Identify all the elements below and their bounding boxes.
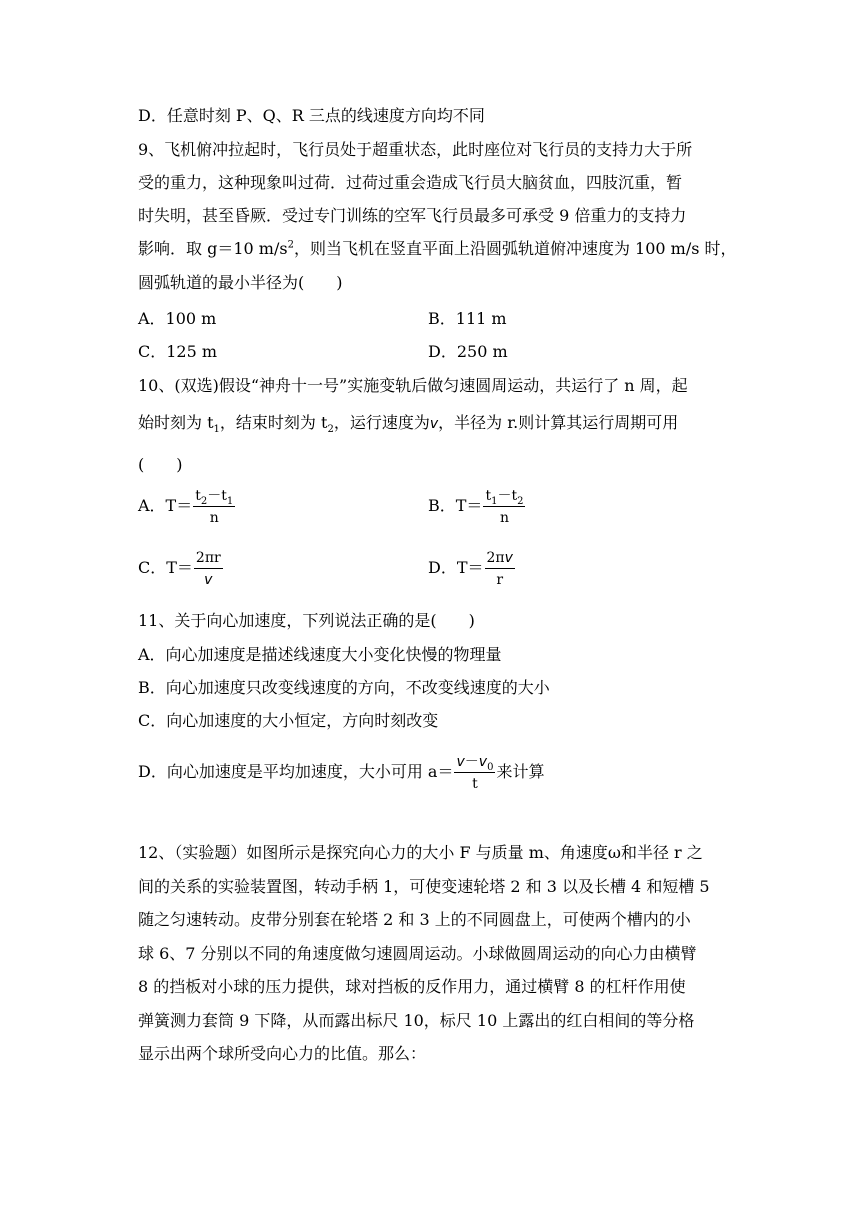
q12-text-line: 12、（实验题）如图所示是探究向心力的大小 F 与质量 m、角速度ω和半径 r 之 bbox=[138, 843, 703, 862]
option-prefix: A．T＝ bbox=[138, 496, 193, 515]
q11-option-c: C．向心加速度的大小恒定，方向时刻改变 bbox=[138, 711, 439, 730]
subscript: 1 bbox=[226, 495, 234, 507]
fraction bbox=[485, 551, 515, 587]
num-part: － bbox=[464, 753, 479, 770]
q10-text-part: ，半径为 r.则计算其运行周期可用 bbox=[438, 413, 679, 432]
option-prefix: D．T＝ bbox=[428, 558, 484, 577]
fraction-numerator bbox=[193, 489, 235, 507]
q11-option-a: A．向心加速度是描述线速度大小变化快慢的物理量 bbox=[138, 645, 502, 664]
q9-option-d: D．250 m bbox=[428, 342, 508, 361]
q10-text-line bbox=[138, 413, 678, 434]
q10-text-part: 始时刻为 t bbox=[138, 413, 214, 432]
q9-option-b: B．111 m bbox=[428, 309, 507, 328]
q11-option-d bbox=[138, 752, 544, 792]
subscript: 2 bbox=[517, 495, 524, 507]
subscript: 1 bbox=[491, 495, 498, 507]
q9-text-part: 影响．取 g＝10 m/s bbox=[138, 239, 288, 258]
fraction bbox=[483, 489, 525, 525]
q12-text-line: 弹簧测力套筒 9 下降，从而露出标尺 10，标尺 10 上露出的红白相间的等分格 bbox=[138, 1011, 695, 1030]
velocity-symbol: v bbox=[429, 416, 439, 432]
q9-option-c: C．125 m bbox=[138, 342, 218, 361]
q9-text-part: ，则当飞机在竖直平面上沿圆弧轨道俯冲速度为 100 m/s 时， bbox=[293, 239, 737, 258]
q10-option-b bbox=[428, 486, 526, 526]
q10-option-c bbox=[138, 548, 224, 588]
num-part: 2π bbox=[486, 549, 505, 566]
fraction-numerator: 2πr bbox=[194, 551, 223, 569]
q10-answer-bracket: ( ) bbox=[138, 455, 183, 474]
option-prefix: C．T＝ bbox=[138, 558, 193, 577]
q10-text-part: ，结束时刻为 t bbox=[219, 413, 328, 432]
subscript: 2 bbox=[200, 495, 208, 507]
q9-text-line: 受的重力，这种现象叫过荷．过荷过重会造成飞行员大脑贫血，四肢沉重，暂 bbox=[138, 173, 683, 192]
q9-text-line: 圆弧轨道的最小半径为( ) bbox=[138, 273, 343, 292]
q12-text-line: 球 6、7 分别以不同的角速度做匀速圆周运动。小球做圆周运动的向心力由横臂 bbox=[138, 944, 697, 963]
fraction-numerator bbox=[483, 489, 525, 507]
velocity-symbol: v bbox=[456, 753, 465, 770]
fraction-denominator: n bbox=[209, 509, 219, 526]
fraction-numerator bbox=[485, 551, 515, 569]
fraction bbox=[454, 755, 495, 791]
option-text: D．向心加速度是平均加速度，大小可用 a＝ bbox=[138, 762, 454, 781]
q10-option-a bbox=[138, 486, 236, 526]
q8-option-d: D．任意时刻 P、Q、R 三点的线速度方向均不同 bbox=[138, 106, 485, 125]
q12-text-line: 8 的挡板对小球的压力提供，球对挡板的反作用力，通过横臂 8 的杠杆作用使 bbox=[138, 977, 686, 996]
q10-text-line: 10、(双选)假设“神舟十一号”实施变轨后做匀速圆周运动，共运行了 n 周，起 bbox=[138, 376, 688, 395]
q11-option-b: B．向心加速度只改变线速度的方向，不改变线速度的大小 bbox=[138, 678, 550, 697]
q10-text-part: ，运行速度为 bbox=[333, 413, 430, 432]
option-text: 来计算 bbox=[496, 762, 545, 781]
fraction-denominator: r bbox=[496, 571, 504, 588]
q10-option-d bbox=[428, 548, 516, 588]
q9-option-a: A．100 m bbox=[138, 309, 217, 328]
exponent: 2 bbox=[287, 239, 294, 251]
fraction-denominator: n bbox=[499, 509, 509, 526]
fraction bbox=[193, 489, 235, 525]
fraction-numerator bbox=[454, 755, 495, 773]
subscript: 0 bbox=[487, 761, 494, 773]
num-part: －t bbox=[207, 487, 227, 504]
q11-text-line: 11、关于向心加速度，下列说法正确的是( ) bbox=[138, 611, 475, 630]
q9-text-line: 时失明，甚至昏厥．受过专门训练的空军飞行员最多可承受 9 倍重力的支持力 bbox=[138, 206, 687, 225]
velocity-symbol: v bbox=[478, 753, 488, 770]
q12-text-line: 随之匀速转动。皮带分别套在轮塔 2 和 3 上的不同圆盘上，可使两个槽内的小 bbox=[138, 910, 691, 929]
subscript: 2 bbox=[327, 424, 334, 436]
q12-text-line: 间的关系的实验装置图，转动手柄 1，可使变速轮塔 2 和 3 以及长槽 4 和短槽 5 bbox=[138, 877, 710, 896]
fraction bbox=[194, 551, 223, 587]
num-part: t bbox=[485, 487, 492, 504]
fraction-denominator: t bbox=[472, 775, 478, 792]
q12-text-line: 显示出两个球所受向心力的比值。那么： bbox=[138, 1044, 427, 1063]
q9-text-line bbox=[138, 239, 737, 259]
fraction-denominator: v bbox=[204, 571, 213, 588]
velocity-symbol: v bbox=[504, 549, 513, 566]
q9-text-line: 9、飞机俯冲拉起时，飞行员处于超重状态，此时座位对飞行员的支持力大于所 bbox=[138, 140, 693, 159]
num-part: －t bbox=[497, 487, 518, 504]
option-prefix: B．T＝ bbox=[428, 496, 483, 515]
num-part: t bbox=[195, 487, 201, 504]
subscript: 1 bbox=[213, 424, 220, 436]
